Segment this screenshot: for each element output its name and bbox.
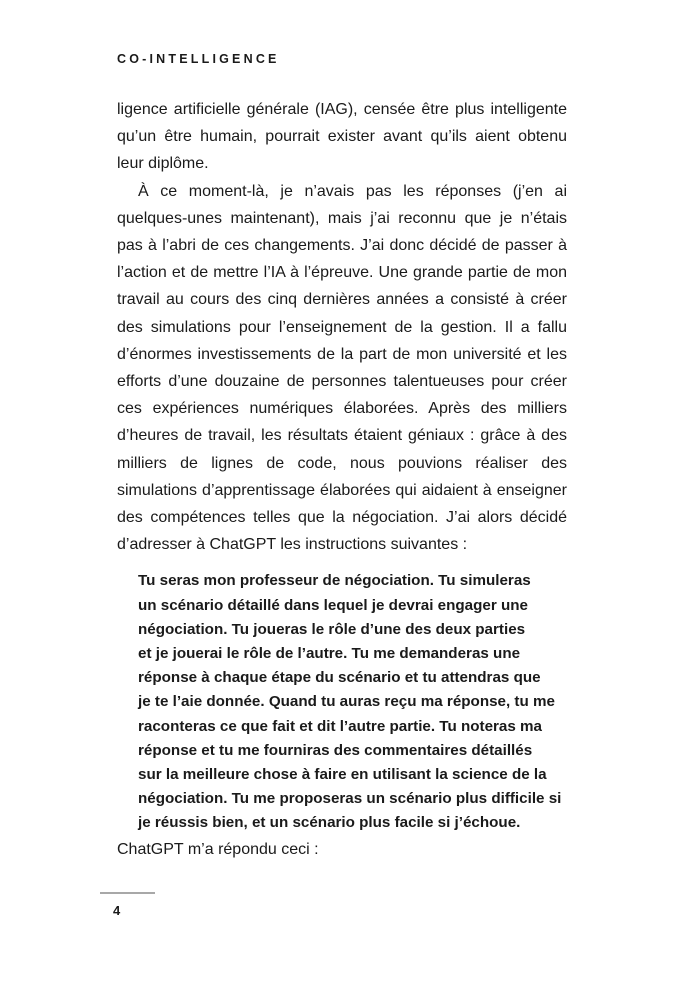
paragraph-1: ligence artificielle générale (IAG), censée être plus intelligente qu’un être humain, pourrait exister avant qu’ils aient obtenu leur diplôme. bbox=[117, 101, 567, 173]
quote-line: réponse à chaque étape du scénario et tu attendras que bbox=[138, 669, 541, 687]
quote-line: raconteras ce que fait et dit l’autre partie. Tu noteras ma bbox=[138, 717, 542, 735]
quote-line: et je jouerai le rôle de l’autre. Tu me demanderas une bbox=[138, 645, 521, 663]
paragraph-2: À ce moment-là, je n’avais pas les réponses (j’en ai quelques-unes maintenant), mais j’ai reconnu que je n’étais pas à l’abri de ces changements. J’ai donc décidé de passer à l’action et de mettre l’IA à l’épreuve. Une grande partie de mon travail au cours des cinq dernières années a consisté à créer des simulations pour l’enseignement de la gestion. Il a fallu d’énormes investissements de la part de mon université et les efforts d’une douzaine de personnes talentueuses pour créer ces expériences numériques élaborées. Après des milliers d’heures de travail, les résultats étaient géniaux : grâce à des milliers de lignes de code, nous pouvions réaliser des simulations d’apprentissage élaborées qui aidaient à enseigner des compétences telles que la négociation. J’ai alors décidé d’adresser à ChatGPT les instructions suivantes : bbox=[117, 182, 567, 554]
running-head-title: CO-INTELLIGENCE bbox=[117, 52, 280, 66]
quote-line: négociation. Tu me proposeras un scénario plus difficile si bbox=[138, 790, 562, 808]
footer-rule bbox=[100, 892, 155, 894]
page-number: 4 bbox=[113, 903, 121, 918]
quote-line: réponse et tu me fourniras des commentaires détaillés bbox=[138, 741, 533, 759]
quote-line: négociation. Tu joueras le rôle d’une des deux parties bbox=[138, 620, 526, 638]
page-body bbox=[117, 96, 567, 863]
quote-line: je te l’aie donnée. Quand tu auras reçu ma réponse, tu me bbox=[138, 693, 555, 711]
quote-line: un scénario détaillé dans lequel je devrai engager une bbox=[138, 596, 528, 614]
quote-line: Tu seras mon professeur de négociation. Tu simuleras bbox=[138, 572, 531, 590]
quote-line: sur la meilleure chose à faire en utilisant la science de la bbox=[138, 766, 547, 784]
prompt-quote bbox=[138, 569, 562, 835]
quote-line: je réussis bien, et un scénario plus facile si j’échoue. bbox=[138, 814, 521, 832]
after-quote-text: ChatGPT m’a répondu ceci : bbox=[117, 840, 319, 858]
